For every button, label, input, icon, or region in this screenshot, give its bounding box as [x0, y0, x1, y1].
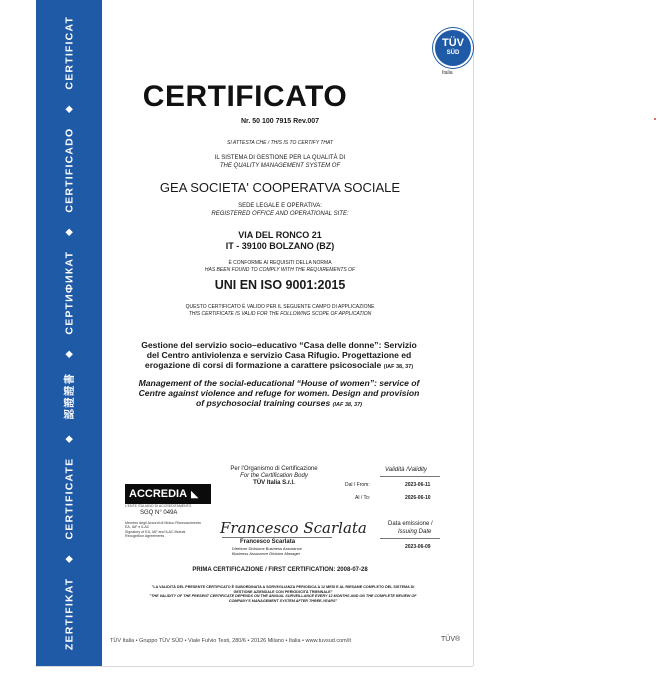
- signer-role-it: Direttore Divisione Business Assurance: [232, 546, 302, 551]
- to-date: 2026-06-10: [405, 495, 431, 501]
- scope-it-line: del Centro antiviolenza e servizio Casa Rifugio. Progettazione ed: [146, 350, 412, 360]
- diamond-icon: ◆: [63, 434, 74, 443]
- certificate-number: Nr. 50 100 7915 Rev.007: [240, 118, 320, 125]
- accredia-note-line: EA, IAF e ILAC: [125, 525, 150, 530]
- org-name: TÜV Italia S.r.l.: [253, 480, 295, 486]
- org-en: For the Certification Body: [240, 473, 308, 479]
- issue-date: 2023-06-09: [405, 544, 431, 550]
- scope-intro-en: THIS CERTIFICATE IS VALID FOR THE FOLLOWING SCOPE OF APPLICATION: [188, 311, 372, 317]
- notice-line: GESTIONE AZIENDALE CON PERIODICITÀ TRIENNALE": [233, 589, 333, 594]
- notice-line: "LA VALIDITÀ DEL PRESENTE CERTIFICATO È SUBORDINATA A SORVEGLIANZA PERIODICA A 12 MESI E AL RIESAME COMPLETO DEL SISTEMA DI: [151, 585, 415, 589]
- footer-address: TÜV Italia • Gruppo TÜV SÜD • Viale Fulvio Testi, 280/6 • 20126 Milano • Italia • www.tuvsud.com/it: [110, 638, 352, 644]
- scope-it-line: Gestione del servizio socio–educativo “Casa delle donne”: Servizio: [141, 340, 417, 350]
- band-item: CERTIFICATE: [63, 457, 75, 540]
- diamond-icon: ◆: [63, 227, 74, 236]
- scope-it-line: erogazione di corsi di formazione a carattere psicosociale: [144, 360, 382, 370]
- scope-it-code: (IAF 38, 37): [383, 364, 414, 370]
- from-date: 2023-06-11: [405, 482, 431, 488]
- system-en: THE QUALITY MANAGEMENT SYSTEM OF: [219, 163, 341, 169]
- diamond-icon: ◆: [63, 554, 74, 563]
- scope-italian: [116, 340, 442, 372]
- signer-name: Francesco Scarlata: [240, 539, 296, 545]
- scope-en-code: (IAF 38, 37): [332, 402, 362, 408]
- sgq-number: SGQ N° 049A: [140, 510, 178, 516]
- logo-line2: SÜD: [446, 50, 460, 56]
- footer-logo: TÜV®: [441, 636, 461, 643]
- accredia-subtitle: L'ENTE ITALIANO DI ACCREDITAMENTO: [125, 504, 192, 508]
- first-certification: PRIMA CERTIFICAZIONE / FIRST CERTIFICATION: 2008-07-28: [192, 567, 368, 573]
- scope-en-line: Centre against violence and refuge for women. Design and provision: [138, 388, 420, 398]
- validity-label: Validità /Validity: [385, 467, 427, 473]
- scope-english: [116, 378, 442, 410]
- accredia-note-line: Membro degli Accordi di Mutuo Riconoscimento: [125, 521, 201, 525]
- conform-en: HAS BEEN FOUND TO COMPLY WITH THE REQUIREMENTS OF: [204, 267, 356, 273]
- accredia-name: ACCREDIA: [129, 488, 188, 500]
- logo-line1: TÜV: [442, 37, 464, 49]
- office-en: REGISTERED OFFICE AND OPERATIONAL SITE:: [211, 211, 349, 217]
- scope-intro-it: QUESTO CERTIFICATO È VALIDO PER IL SEGUENTE CAMPO DI APPLICAZIONE: [185, 304, 375, 310]
- validity-notice: [118, 585, 448, 603]
- standard-name: UNI EN ISO 9001:2015: [214, 278, 346, 292]
- certificate-title: CERTIFICATO: [142, 80, 348, 113]
- from-label: Dal / From:: [345, 482, 370, 488]
- scope-en-line: of psychosocial training courses: [196, 398, 331, 408]
- issue-label-en: Issuing Date: [398, 529, 432, 535]
- band-item: CERTIFICADO: [63, 127, 75, 213]
- band-item: 認證證書: [63, 372, 76, 420]
- band-item: ZERTIFIKAT: [63, 577, 75, 651]
- band-item: CERTIFICAT: [63, 15, 75, 90]
- conform-it: È CONFORME AI REQUISITI DELLA NORMA: [228, 260, 332, 266]
- issue-label-it: Data emissione /: [388, 521, 433, 527]
- diamond-icon: ◆: [63, 104, 74, 113]
- accredia-logo: [125, 484, 211, 504]
- signer-role-en: Business Assurance Division Manager: [232, 551, 301, 556]
- band-item: СЕРТИФИКАТ: [63, 250, 75, 335]
- scope-en-line: Management of the social-educational “House of women”: service of: [138, 378, 420, 388]
- company-name: GEA SOCIETA' COOPERATVA SOCIALE: [159, 180, 401, 195]
- attest-line: SI ATTESTA CHE / THIS IS TO CERTIFY THAT: [226, 140, 334, 146]
- address-line1: VIA DEL RONCO 21: [238, 230, 322, 240]
- logo-country: Italia: [442, 70, 453, 76]
- diamond-icon: ◆: [63, 349, 74, 358]
- signature: Francesco Scarlata: [220, 519, 367, 537]
- accredia-note-line: Recognition Agreements: [125, 534, 165, 539]
- notice-line: COMPANY'S MANAGEMENT SYSTEM AFTER THREE-YEARS": [228, 598, 338, 603]
- side-band: [36, 0, 102, 666]
- accredia-note-line: Signatory of EA, IAF and ILAC Mutual: [125, 529, 186, 534]
- tuv-logo: [433, 28, 473, 68]
- accredia-note: [125, 521, 205, 539]
- office-it: SEDE LEGALE E OPERATIVA:: [238, 203, 322, 209]
- system-it: IL SISTEMA DI GESTIONE PER LA QUALITÀ DI: [214, 155, 346, 161]
- red-dot: [654, 118, 656, 120]
- italy-icon: ◣: [191, 488, 198, 499]
- address-line2: IT - 39100 BOLZANO (BZ): [225, 241, 335, 251]
- notice-line: "THE VALIDITY OF THE PRESENT CERTIFICATE DEPENDS ON THE ANNUAL SURVEILLANCE EVERY 12 MONTHS AND ON THE COMPLETE REVIEW OF: [149, 594, 417, 599]
- side-band-text: [62, 16, 77, 650]
- to-label: Al / To:: [355, 495, 371, 501]
- org-it: Per l'Organismo di Certificazione: [230, 466, 318, 472]
